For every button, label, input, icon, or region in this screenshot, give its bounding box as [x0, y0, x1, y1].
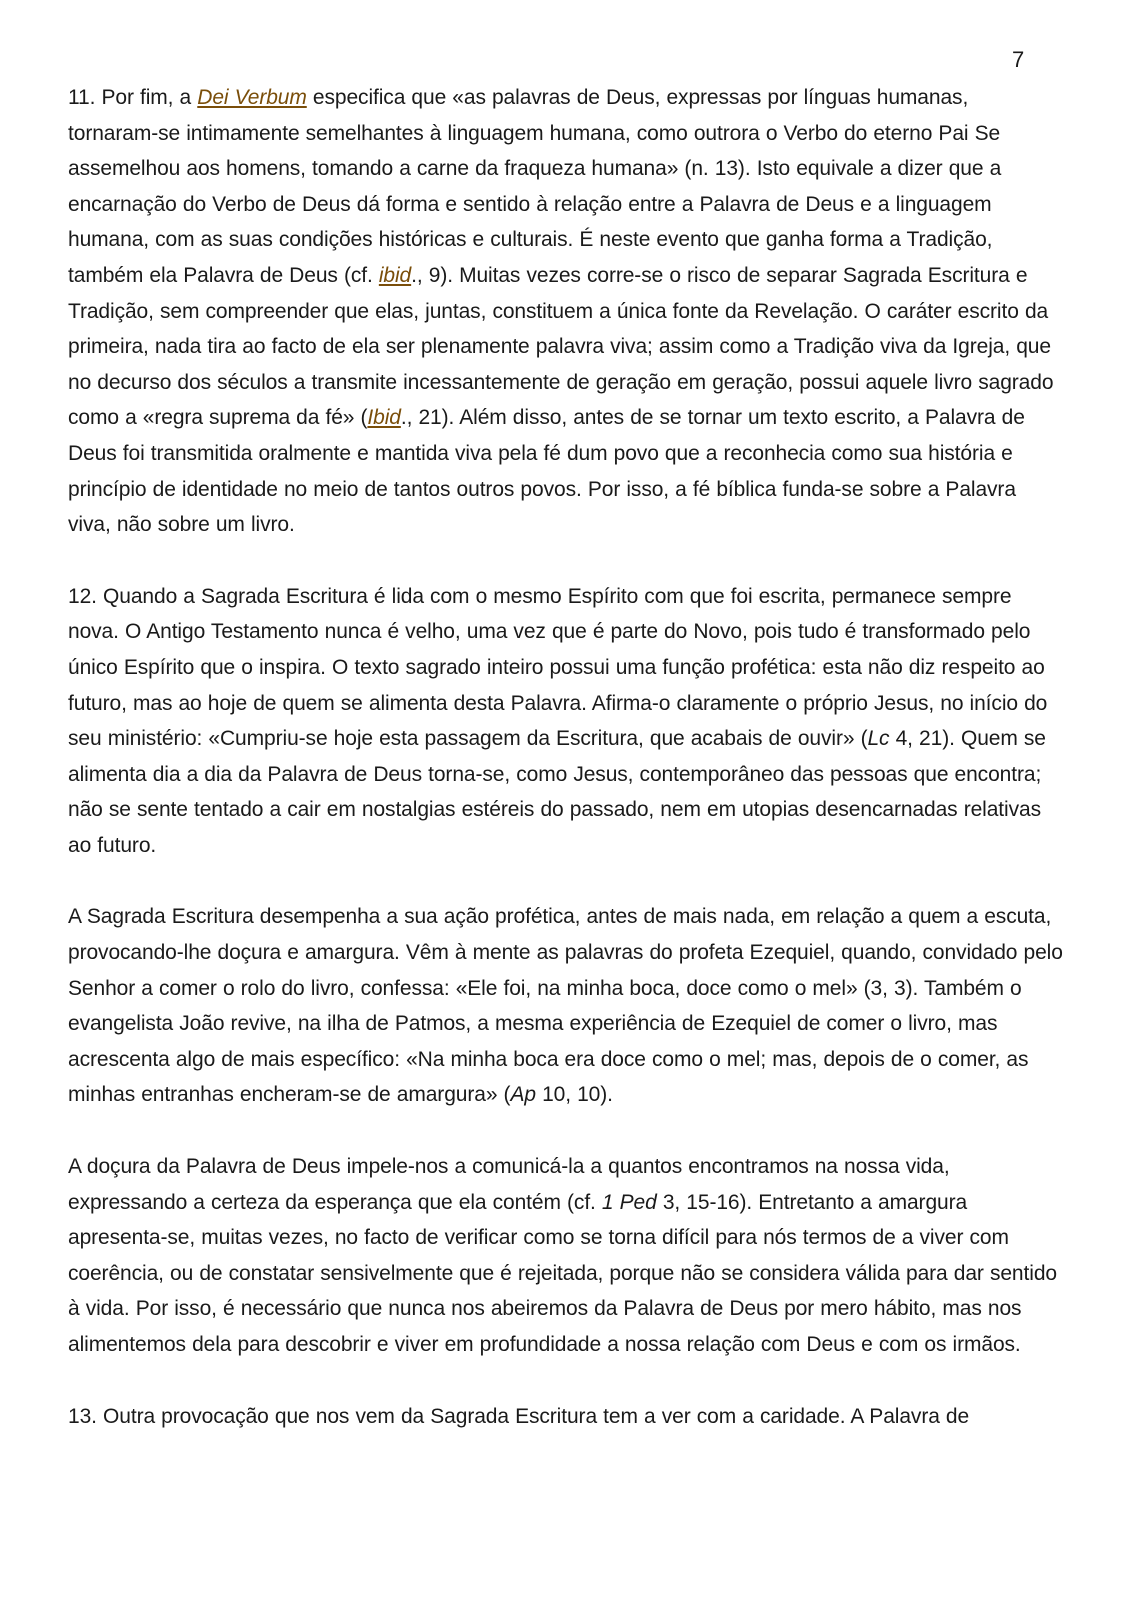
- text-run: 3, 15-16). Entretanto a amargura apresenta-se, muitas vezes, no facto de verificar como se torna difícil para nós termos de a viver com coerência, ou de constatar sensivelmente que é rejeitada, porque não se considera válida para dar sentido à vida. Por isso, é necessário que nunca nos abeiremos da Palavra de Deus por mero hábito, mas nos alimentemos dela para descobrir e viver em profundidade a nossa relação com Deus e com os irmãos.: [68, 1190, 1057, 1356]
- text-run: A Sagrada Escritura desempenha a sua ação profética, antes de mais nada, em relação a quem a escuta, provocando-lhe doçura e amargura. Vêm à mente as palavras do profeta Ezequiel, quando, convidado pelo Senhor a comer o rolo do livro, confessa: «Ele foi, na minha boca, doce como o mel» (3, 3). Também o evangelista João revive, na ilha de Patmos, a mesma experiência de Ezequiel de comer o livro, mas acrescenta algo de mais específico: «Na minha boca era doce como o mel; mas, depois de o comer, as minhas entranhas encheram-se de amargura» (: [68, 905, 1063, 1107]
- text-run: A doçura da Palavra de Deus impele-nos a comunicá-la a quantos encontramos na nossa vida, expressando a certeza da esperança que ela contém (cf.: [68, 1155, 950, 1214]
- link-ibid-2[interactable]: Ibid: [367, 406, 401, 430]
- text-run: especifica que «as palavras de Deus, expressas por línguas humanas, tornaram-se intimamente semelhantes à linguagem humana, como outrora o Verbo do eterno Pai Se assemelhou aos homens, tomando a carne da fraqueza humana» (n. 13). Isto equivale a dizer que a encarnação do Verbo de Deus dá forma e sentido à relação entre a Palavra de Deus e a linguagem humana, com as suas condições históricas e culturais. É neste evento que ganha forma a Tradição, também ela Palavra de Deus (cf.: [68, 86, 1002, 287]
- reference-lc: Lc: [867, 727, 890, 751]
- paragraph-gap: [68, 543, 1064, 579]
- text-run: ., 9). Muitas vezes corre-se o risco de separar Sagrada Escritura e Tradição, sem compreender que elas, juntas, constituem a única fonte da Revelação. O caráter escrito da primeira, nada tira ao facto de ela ser plenamente palavra viva; assim como a Tradição viva da Igreja, que no decurso dos séculos a transmite incessantemente de geração em geração, possui aquele livro sagrado como a «regra suprema da fé» (: [68, 263, 1054, 430]
- reference-1-ped: 1 Ped: [601, 1190, 657, 1214]
- paragraph-12: [68, 579, 1064, 864]
- reference-ap: Ap: [510, 1083, 536, 1107]
- document-body: [68, 80, 1064, 1434]
- paragraph-gap: [68, 1113, 1064, 1149]
- paragraph-gap: [68, 863, 1064, 899]
- paragraph-12-third: [68, 1149, 1064, 1363]
- paragraph-11: [68, 80, 1064, 543]
- text-run: 11. Por fim, a: [68, 86, 198, 109]
- page-number: 7: [1012, 47, 1025, 72]
- text-run: 13. Outra provocação que nos vem da Sagrada Escritura tem a ver com a caridade. A Palavra de: [68, 1404, 970, 1428]
- paragraph-12-second: [68, 899, 1064, 1113]
- text-run: ., 21). Além disso, antes de se tornar um texto escrito, a Palavra de Deus foi transmitida oralmente e mantida viva pela fé dum povo que a reconhecia como sua história e princípio de identidade no meio de tantos outros povos. Por isso, a fé bíblica funda-se sobre a Palavra viva, não sobre um livro.: [68, 406, 1025, 537]
- text-run: 4, 21). Quem se alimenta dia a dia da Palavra de Deus torna-se, como Jesus, contemporâneo das pessoas que encontra; não se sente tentado a cair em nostalgias estéreis do passado, nem em utopias desencarnadas relativas ao futuro.: [68, 727, 1046, 857]
- text-run: 12. Quando a Sagrada Escritura é lida com o mesmo Espírito com que foi escrita, permanece sempre nova. O Antigo Testamento nunca é velho, uma vez que é parte do Novo, pois tudo é transformado pelo único Espírito que o inspira. O texto sagrado inteiro possui uma função profética: esta não diz respeito ao futuro, mas ao hoje de quem se alimenta desta Palavra. Afirma-o claramente o próprio Jesus, no início do seu ministério: «Cumpriu-se hoje esta passagem da Escritura, que acabais de ouvir» (: [68, 584, 1048, 751]
- link-dei-verbum[interactable]: Dei Verbum: [197, 86, 307, 109]
- text-run: 10, 10).: [535, 1083, 613, 1107]
- link-ibid[interactable]: ibid: [378, 263, 412, 287]
- paragraph-gap: [68, 1363, 1064, 1399]
- paragraph-13: [68, 1399, 1064, 1435]
